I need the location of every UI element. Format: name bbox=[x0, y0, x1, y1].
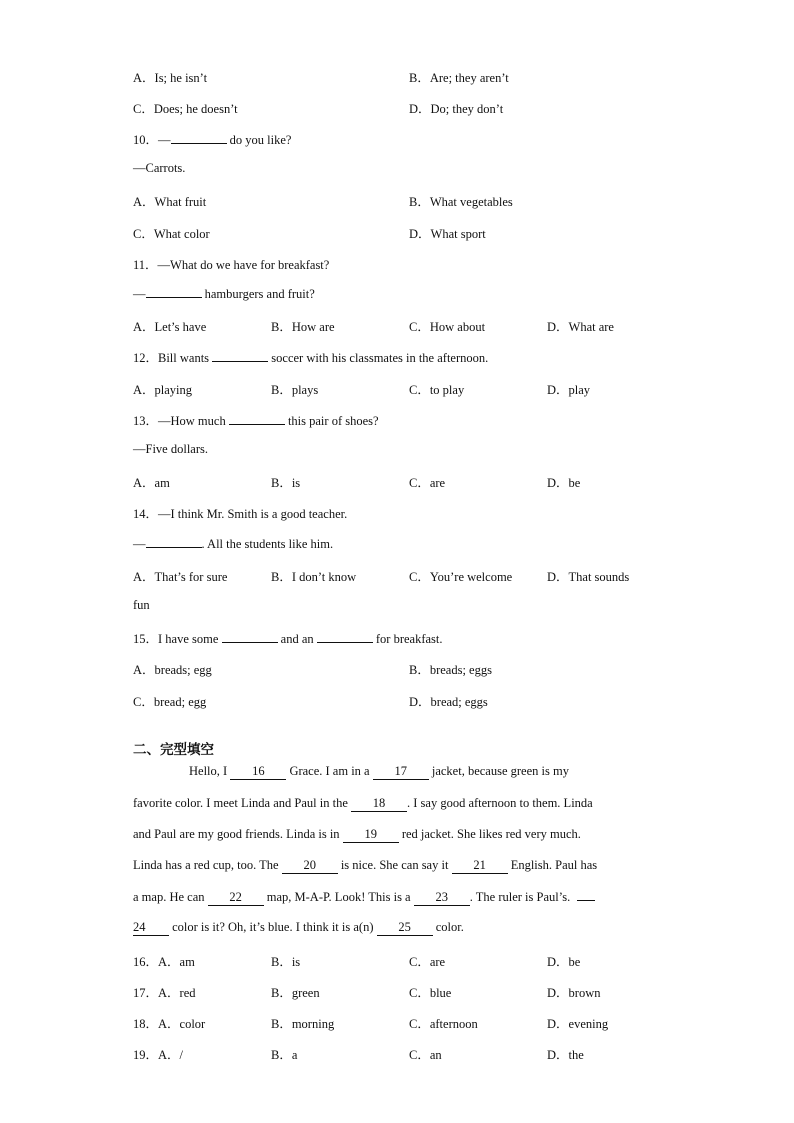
q13-option-c: C．are bbox=[409, 476, 446, 490]
q10-option-a: A．What fruit bbox=[133, 195, 207, 209]
q9-option-d: D．Do; they don’t bbox=[409, 102, 504, 116]
blank-24: 24 bbox=[133, 920, 169, 936]
passage-line-2 bbox=[133, 796, 663, 812]
q12-stem bbox=[133, 348, 488, 366]
q18-option-d: D．evening bbox=[547, 1017, 609, 1031]
q11-stem: 11．—What do we have for breakfast? bbox=[133, 258, 330, 272]
blank-21: 21 bbox=[452, 858, 508, 874]
passage-text: . I say good afternoon to them. Linda bbox=[407, 796, 593, 810]
q10-text: do you like? bbox=[226, 133, 292, 147]
blank-25: 25 bbox=[377, 920, 433, 936]
q11-dash: — bbox=[133, 287, 146, 301]
q11-option-a: A．Let’s have bbox=[133, 320, 207, 334]
q13-stem bbox=[133, 411, 379, 429]
q19-option-d: D．the bbox=[547, 1048, 584, 1062]
q15-mid: and an bbox=[277, 632, 317, 646]
q14-option-d: D．That sounds bbox=[547, 570, 630, 584]
q19-option-a: 19．A．/ bbox=[133, 1048, 184, 1062]
q12-option-b: B．plays bbox=[271, 383, 319, 397]
q15-option-a: A．breads; egg bbox=[133, 663, 212, 677]
q10-option-d: D．What sport bbox=[409, 227, 486, 241]
q9-option-c: C．Does; he doesn’t bbox=[133, 102, 238, 116]
q13-prefix: 13．—How much bbox=[133, 414, 229, 428]
passage-text: Hello, I bbox=[189, 764, 231, 778]
passage-line-3 bbox=[133, 827, 663, 843]
q13-text: this pair of shoes? bbox=[284, 414, 379, 428]
blank-19: 19 bbox=[343, 827, 399, 843]
q12-text: soccer with his classmates in the afternoon. bbox=[268, 351, 489, 365]
q13-option-a: A．am bbox=[133, 476, 170, 490]
q12-option-c: C．to play bbox=[409, 383, 465, 397]
q13-blank bbox=[229, 413, 285, 425]
blank-24-start bbox=[577, 889, 595, 901]
q10-option-b: B．What vegetables bbox=[409, 195, 513, 209]
q15-stem bbox=[133, 629, 443, 647]
q17-option-c: C．blue bbox=[409, 986, 452, 1000]
passage-text: and Paul are my good friends. Linda is in bbox=[133, 827, 343, 841]
q14-stem: 14．—I think Mr. Smith is a good teacher. bbox=[133, 507, 348, 521]
passage-text: color is it? Oh, it’s blue. I think it is a(n) bbox=[169, 920, 377, 934]
q15-blank-2 bbox=[317, 631, 373, 643]
q11-reply-text: hamburgers and fruit? bbox=[201, 287, 315, 301]
q10-reply: —Carrots. bbox=[133, 161, 186, 175]
passage-text: Linda has a red cup, too. The bbox=[133, 858, 282, 872]
q13-option-b: B．is bbox=[271, 476, 301, 490]
q10-stem bbox=[133, 130, 291, 148]
q19-option-c: C．an bbox=[409, 1048, 442, 1062]
q14-option-a: A．That’s for sure bbox=[133, 570, 228, 584]
q15-option-c: C．bread; egg bbox=[133, 695, 207, 709]
q11-option-d: D．What are bbox=[547, 320, 614, 334]
blank-16: 16 bbox=[230, 764, 286, 780]
q11-option-b: B．How are bbox=[271, 320, 335, 334]
q16-option-c: C．are bbox=[409, 955, 446, 969]
q9-option-a: A．Is; he isn’t bbox=[133, 71, 208, 85]
q15-text: for breakfast. bbox=[372, 632, 443, 646]
q10-number: 10．— bbox=[133, 133, 171, 147]
passage-text: red jacket. She likes red very much. bbox=[398, 827, 581, 841]
q11-reply bbox=[133, 286, 315, 302]
q17-option-a: 17．A．red bbox=[133, 986, 196, 1000]
passage-text: map, M-A-P. Look! This is a bbox=[263, 890, 414, 904]
q10-blank bbox=[171, 132, 227, 144]
q14-blank bbox=[146, 536, 202, 548]
passage-text: English. Paul has bbox=[507, 858, 598, 872]
passage-line-6 bbox=[133, 920, 663, 936]
q13-reply: —Five dollars. bbox=[133, 442, 208, 456]
q14-reply-text: . All the students like him. bbox=[201, 537, 334, 551]
passage-text: is nice. She can say it bbox=[337, 858, 452, 872]
q12-option-a: A．playing bbox=[133, 383, 193, 397]
q13-option-d: D．be bbox=[547, 476, 581, 490]
passage-text: . The ruler is Paul’s. bbox=[469, 890, 571, 904]
passage-line-4 bbox=[133, 858, 663, 874]
passage-line-1 bbox=[189, 764, 719, 780]
q17-option-d: D．brown bbox=[547, 986, 601, 1000]
passage-text: jacket, because green is my bbox=[428, 764, 569, 778]
blank-17: 17 bbox=[373, 764, 429, 780]
q14-option-d-continued: fun bbox=[133, 598, 150, 612]
blank-23: 23 bbox=[414, 890, 470, 906]
q11-option-c: C．How about bbox=[409, 320, 486, 334]
q15-option-d: D．bread; eggs bbox=[409, 695, 488, 709]
q16-option-b: B．is bbox=[271, 955, 301, 969]
q12-option-d: D．play bbox=[547, 383, 591, 397]
q14-reply bbox=[133, 536, 333, 552]
q16-option-d: D．be bbox=[547, 955, 581, 969]
blank-18: 18 bbox=[351, 796, 407, 812]
blank-20: 20 bbox=[282, 858, 338, 874]
passage-line-5 bbox=[133, 889, 663, 906]
section-title: 二、完型填空 bbox=[133, 742, 214, 758]
q15-option-b: B．breads; eggs bbox=[409, 663, 492, 677]
q10-option-c: C．What color bbox=[133, 227, 210, 241]
passage-text: a map. He can bbox=[133, 890, 208, 904]
q16-option-a: 16．A．am bbox=[133, 955, 195, 969]
q15-blank-1 bbox=[222, 631, 278, 643]
passage-text: Grace. I am in a bbox=[286, 764, 373, 778]
q11-blank bbox=[146, 286, 202, 298]
passage-text: favorite color. I meet Linda and Paul in the bbox=[133, 796, 351, 810]
q18-option-b: B．morning bbox=[271, 1017, 335, 1031]
q17-option-b: B．green bbox=[271, 986, 320, 1000]
q18-option-a: 18．A．color bbox=[133, 1017, 206, 1031]
q14-dash: — bbox=[133, 537, 146, 551]
blank-22: 22 bbox=[208, 890, 264, 906]
q14-option-c: C．You’re welcome bbox=[409, 570, 513, 584]
q12-blank bbox=[212, 350, 268, 362]
q12-prefix: 12．Bill wants bbox=[133, 351, 213, 365]
q19-option-b: B．a bbox=[271, 1048, 298, 1062]
q9-option-b: B．Are; they aren’t bbox=[409, 71, 509, 85]
q15-prefix: 15．I have some bbox=[133, 632, 222, 646]
q18-option-c: C．afternoon bbox=[409, 1017, 478, 1031]
q14-option-b: B．I don’t know bbox=[271, 570, 357, 584]
passage-text: color. bbox=[432, 920, 464, 934]
